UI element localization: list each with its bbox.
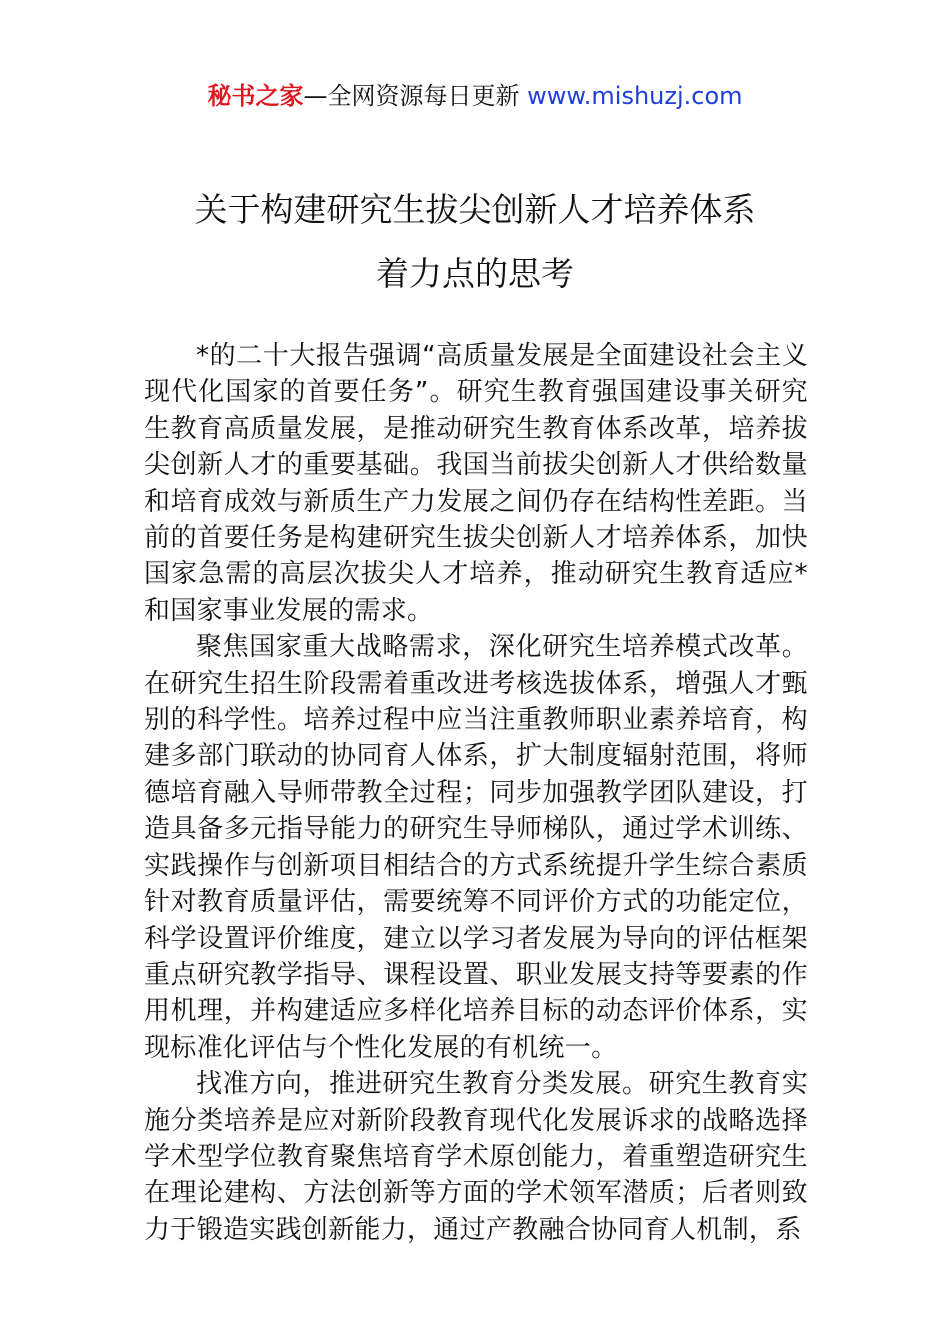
document-title	[0, 178, 950, 306]
title-line-2: 着力点的思考	[376, 254, 574, 293]
site-slogan: —全网资源每日更新	[303, 82, 520, 110]
paragraph-2: 聚焦国家重大战略需求，深化研究生培养模式改革。在研究生招生阶段需着重改进考核选拔体系，增强人才甄别的科学性。培养过程中应当注重教师职业素养培育，构建多部门联动的协同育人体系，扩大制度辐射范围，将师德培育融入导师带教全过程；同步加强教学团队建设，打造具备多元指导能力的研究生导师梯队，通过学术训练、实践操作与创新项目相结合的方式系统提升学生综合素质针对教育质量评估，需要统筹不同评价方式的功能定位，科学设置评价维度，建立以学习者发展为导向的评估框架重点研究教学指导、课程设置、职业发展支持等要素的作用机理，并构建适应多样化培养目标的动态评价体系，实现标准化评估与个性化发展的有机统一。	[144, 632, 808, 1063]
site-name: 秘书之家	[207, 82, 304, 110]
site-header	[0, 80, 950, 112]
paragraph-1: *的二十大报告强调“高质量发展是全面建设社会主义现代化国家的首要任务”。研究生教育强国建设事关研究生教育高质量发展，是推动研究生教育体系改革，培养拔尖创新人才的重要基础。我国当前拔尖创新人才供给数量和培育成效与新质生产力发展之间仍存在结构性差距。当前的首要任务是构建研究生拔尖创新人才培养体系，加快国家急需的高层次拔尖人才培养，推动研究生教育适应*和国家事业发展的需求。	[144, 341, 808, 626]
site-url-link[interactable]: www.mishuzj.com	[527, 82, 743, 110]
title-line-1: 关于构建研究生拔尖创新人才培养体系	[194, 190, 756, 229]
paragraph-3: 找准方向，推进研究生教育分类发展。研究生教育实施分类培养是应对新阶段教育现代化发展诉求的战略选择学术型学位教育聚焦培育学术原创能力，着重塑造研究生在理论建构、方法创新等方面的学术领军潜质；后者则致力于锻造实践创新能力，通过产教融合协同育人机制，系	[144, 1069, 808, 1245]
document-body	[144, 338, 808, 1248]
